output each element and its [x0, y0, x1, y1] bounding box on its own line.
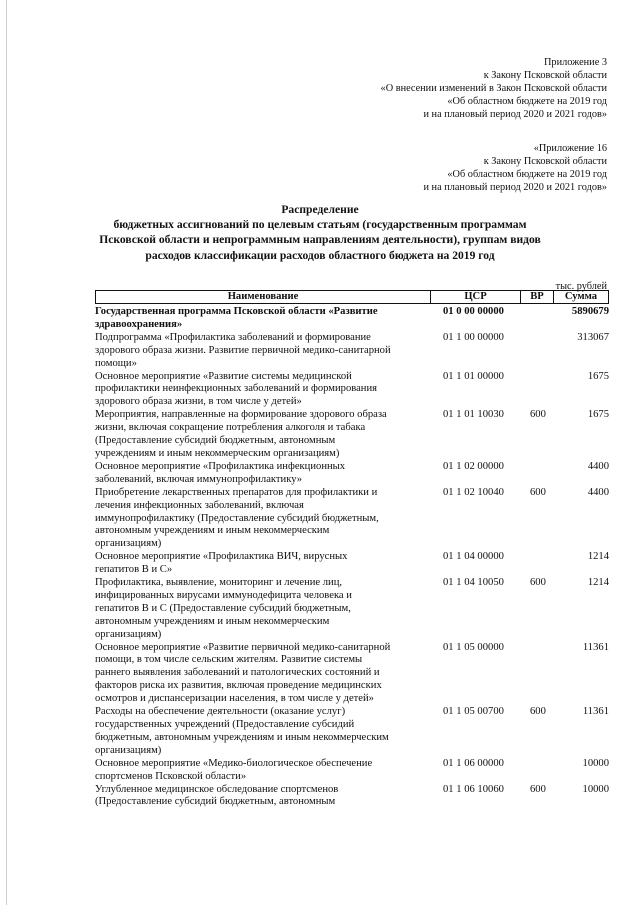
table-body	[95, 306, 609, 809]
annex-line: к Закону Псковской области	[483, 70, 607, 81]
row-sum: 11361	[582, 706, 609, 718]
row-name-line: факторов риска их развития, включая проведение медицинских	[95, 680, 382, 692]
row-name-line: организациям)	[95, 628, 162, 640]
row-name-line: бюджетным, автономным учреждениям и иным некоммерческим	[95, 731, 389, 743]
row-csr: 01 1 06 00000	[443, 757, 504, 769]
title-line: бюджетных ассигнований по целевым статьям (государственным программам	[113, 218, 527, 232]
row-name-line: Углубленное медицинское обследование спортсменов	[95, 783, 339, 795]
row-sum: 1675	[587, 370, 609, 382]
row-csr: 01 1 01 00000	[443, 370, 504, 382]
row-sum: 5890679	[571, 306, 609, 317]
row-name-line: Основное мероприятие «Развитие первичной медико-санитарной	[95, 641, 391, 653]
row-csr: 01 1 00 00000	[443, 331, 504, 343]
row-csr: 01 0 00 00000	[443, 306, 504, 317]
units-label: тыс. рублей	[555, 281, 607, 292]
row-name-line: организациям)	[95, 538, 162, 550]
row-vr	[530, 642, 565, 707]
row-name-line: лечения инфекционных заболеваний, включая	[95, 499, 304, 511]
row-vr	[530, 332, 565, 371]
row-sum: 1675	[587, 409, 609, 421]
row-name-line: Подпрограмма «Профилактика заболеваний и формирование	[95, 331, 371, 343]
table-row	[95, 577, 609, 642]
row-name-line: государственных учреждений (Предоставление субсидий	[95, 719, 355, 730]
row-sum: 4400	[587, 460, 609, 472]
title-line: расходов классификации расходов областного бюджета на 2019 год	[145, 248, 495, 262]
row-name-line: автономным учреждениям и иным некоммерческим	[95, 615, 330, 627]
row-name-line: Государственная программа Псковской области «Развитие	[95, 306, 378, 317]
row-name-line: профилактики неинфекционных заболеваний и формирования	[95, 383, 378, 395]
row-name	[95, 371, 435, 410]
header-name: Наименование	[96, 291, 431, 303]
table-row	[95, 551, 609, 577]
row-csr: 01 1 01 10030	[443, 409, 504, 421]
row-sum: 313067	[577, 331, 609, 343]
table-row	[95, 706, 609, 758]
row-name	[95, 706, 435, 758]
row-vr	[530, 551, 565, 577]
row-sum: 1214	[587, 577, 609, 589]
table-header	[95, 290, 609, 304]
row-name-line: осмотров и диспансеризации населения, в том числе у детей»	[95, 693, 374, 705]
annex-line: «Об областном бюджете на 2019 год	[447, 169, 607, 180]
header-vr: ВР	[521, 291, 554, 303]
annex-line: и на плановый период 2020 и 2021 годов»	[423, 182, 607, 193]
row-csr: 01 1 02 00000	[443, 460, 504, 472]
row-sum: 4400	[587, 486, 609, 498]
row-name	[95, 487, 435, 552]
row-csr: 01 1 06 10060	[443, 783, 504, 795]
table-row	[95, 487, 609, 552]
row-csr: 01 1 02 10040	[443, 486, 504, 498]
row-name-line: заболеваний, включая иммунопрофилактику»	[95, 473, 303, 485]
row-sum: 10000	[582, 783, 609, 795]
row-name-line: раннего выявления заболеваний и патологических состояний и	[95, 667, 380, 679]
row-name-line: жизни, включая сокращение потребления алкоголя и табака	[95, 422, 366, 434]
row-csr: 01 1 05 00000	[443, 641, 504, 653]
row-name	[95, 758, 435, 784]
row-name	[95, 577, 435, 642]
row-vr	[530, 371, 565, 410]
row-name	[95, 332, 435, 371]
table-row	[95, 758, 609, 784]
row-name-line: помощи, в том числе сельским жителям. Развитие системы	[95, 654, 363, 666]
header-sum: Сумма	[564, 291, 598, 302]
row-name-line: (Предоставление субсидий бюджетным, автономным	[95, 796, 336, 808]
row-sum: 11361	[582, 641, 609, 653]
row-sum: 10000	[582, 757, 609, 769]
row-name-line: здорового образа жизни. Развитие первичной медико-санитарной	[95, 344, 391, 356]
title-line: Псковской области и непрограммным направлениям деятельности), группам видов	[99, 233, 541, 247]
table-row	[95, 409, 609, 461]
row-name	[95, 409, 435, 461]
row-name-line: иммунопрофилактику (Предоставление субсидий бюджетным,	[95, 512, 379, 524]
title-line: Распределение	[281, 203, 359, 216]
row-name-line: гепатитов В и С»	[95, 564, 173, 576]
row-csr: 01 1 04 00000	[443, 551, 504, 563]
annex-line: «Об областном бюджете на 2019 год	[447, 96, 607, 107]
row-vr: 600	[530, 486, 546, 498]
header-csr: ЦСР	[431, 291, 521, 303]
row-name-line: инфицированных вирусами иммунодефицита человека и	[95, 589, 352, 601]
row-name-line: Основное мероприятие «Профилактика ВИЧ, вирусных	[95, 551, 348, 563]
row-name-line: Расходы на обеспечение деятельности (оказание услуг)	[95, 706, 346, 718]
row-name-line: учреждениям и иным некоммерческим организациям)	[95, 447, 340, 459]
annex-original-block	[423, 142, 607, 194]
row-name-line: здравоохранения»	[95, 318, 183, 330]
row-name-line: Основное мероприятие «Развитие системы медицинской	[95, 370, 352, 382]
row-vr	[530, 306, 565, 332]
scan-edge-line	[6, 0, 7, 905]
row-vr	[530, 758, 565, 784]
row-name-line: спортсменов Псковской области»	[95, 770, 247, 782]
row-name-line: автономным учреждениям и иным некоммерческим	[95, 525, 330, 537]
row-vr: 600	[530, 783, 546, 795]
row-name-line: помощи»	[95, 357, 137, 369]
row-vr	[530, 461, 565, 487]
row-name-line: Основное мероприятие «Медико-биологическое обеспечение	[95, 757, 373, 769]
row-name	[95, 306, 435, 332]
annex-current-block	[381, 56, 607, 121]
row-csr: 01 1 04 10050	[443, 577, 504, 589]
table-row	[95, 642, 609, 707]
annex-line: «Приложение 16	[533, 143, 607, 154]
annex-line: Приложение 3	[544, 57, 607, 68]
row-name	[95, 784, 435, 810]
row-name-line: Приобретение лекарственных препаратов для профилактики и	[95, 486, 378, 498]
document-title	[60, 202, 580, 263]
row-name-line: здорового образа жизни, в том числе у детей»	[95, 396, 302, 408]
annex-line: и на плановый период 2020 и 2021 годов»	[423, 109, 607, 120]
annex-line: «О внесении изменений в Закон Псковской области	[380, 83, 607, 94]
row-name-line: организациям)	[95, 744, 162, 756]
row-name-line: Основное мероприятие «Профилактика инфекционных	[95, 460, 346, 472]
row-vr: 600	[530, 409, 546, 421]
row-name	[95, 551, 435, 577]
annex-line: к Закону Псковской области	[483, 156, 607, 167]
row-name	[95, 461, 435, 487]
row-vr: 600	[530, 706, 546, 718]
row-name-line: гепатитов В и С (Предоставление субсидий бюджетным,	[95, 602, 351, 614]
row-vr: 600	[530, 577, 546, 589]
table-row	[95, 784, 609, 810]
table-row	[95, 306, 609, 332]
row-sum: 1214	[587, 551, 609, 563]
table-row	[95, 332, 609, 371]
row-name-line: Мероприятия, направленные на формирование здорового образа	[95, 409, 387, 421]
table-row	[95, 371, 609, 410]
row-csr: 01 1 05 00700	[443, 706, 504, 718]
row-name-line: Профилактика, выявление, мониторинг и лечение лиц,	[95, 577, 343, 589]
row-name-line: (Предоставление субсидий бюджетным, автономным	[95, 435, 336, 447]
row-name	[95, 642, 435, 707]
table-row	[95, 461, 609, 487]
